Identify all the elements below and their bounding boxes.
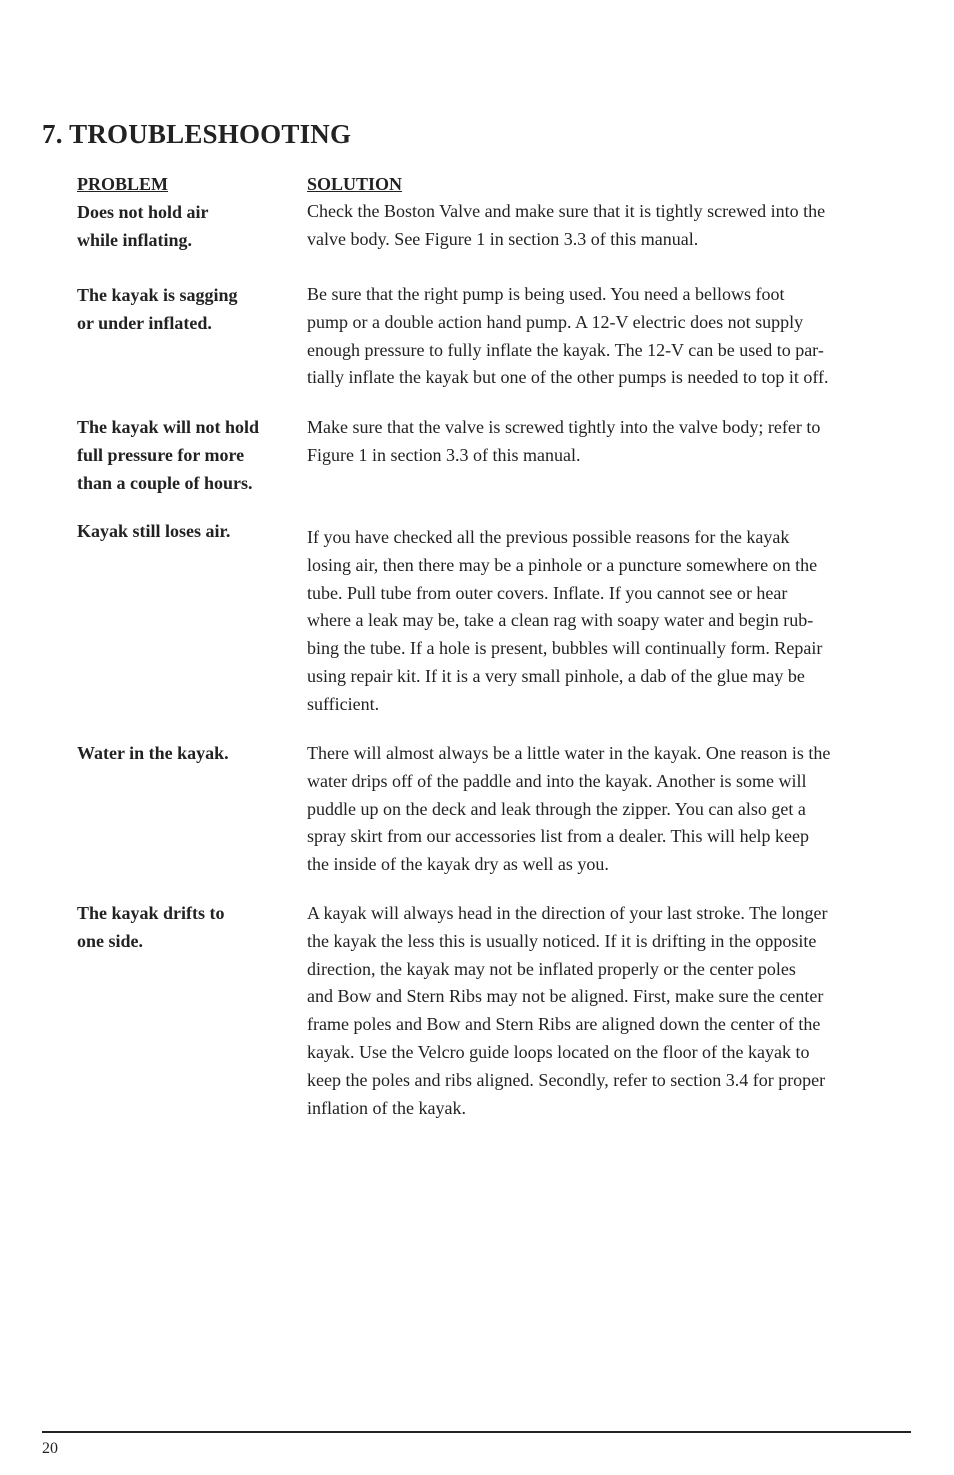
solution-line: puddle up on the deck and leak through the zipper. You can also get a <box>307 798 806 819</box>
problem-line: Water in the kayak. <box>77 743 229 763</box>
footer-divider <box>42 1431 911 1433</box>
solution-line: water drips off of the paddle and into the kayak. Another is some will <box>307 770 807 791</box>
solution-line: keep the poles and ribs aligned. Secondly, refer to section 3.4 for proper <box>307 1069 826 1090</box>
solution-line: tube. Pull tube from outer covers. Inflate. If you cannot see or hear <box>307 582 788 603</box>
solution-line: using repair kit. If it is a very small pinhole, a dab of the glue may be <box>307 665 805 686</box>
solution-line: enough pressure to fully inflate the kayak. The 12-V can be used to par- <box>307 339 824 360</box>
solution-line: There will almost always be a little water in the kayak. One reason is the <box>307 743 831 763</box>
solution-text <box>307 524 912 719</box>
solution-line: pump or a double action hand pump. A 12-V electric does not supply <box>307 311 804 332</box>
solution-text <box>307 281 912 392</box>
solution-line: Figure 1 in section 3.3 of this manual. <box>307 444 581 465</box>
solution-line: the kayak the less this is usually noticed. If it is drifting in the opposite <box>307 930 817 951</box>
problem-line: or under inflated. <box>77 312 212 333</box>
problem-line: while inflating. <box>77 229 193 250</box>
solution-line: If you have checked all the previous possible reasons for the kayak <box>307 527 790 547</box>
solution-line: kayak. Use the Velcro guide loops located on the floor of the kayak to <box>307 1041 810 1062</box>
solution-text <box>307 414 912 470</box>
section-heading: 7. TROUBLESHOOTING <box>42 119 352 149</box>
problem-line: Does not hold air <box>77 202 209 222</box>
solution-line: losing air, then there may be a pinhole or a puncture somewhere on the <box>307 554 818 575</box>
solution-text <box>307 740 912 879</box>
solution-line: direction, the kayak may not be inflated properly or the center poles <box>307 958 796 979</box>
solution-line: inflation of the kayak. <box>307 1097 466 1118</box>
problem-line: one side. <box>77 930 144 951</box>
solution-line: Check the Boston Valve and make sure that it is tightly screwed into the <box>307 201 826 221</box>
problem-line: than a couple of hours. <box>77 472 253 493</box>
problem-text <box>77 740 292 768</box>
solution-line: sufficient. <box>307 693 380 714</box>
solution-line: spray skirt from our accessories list from a dealer. This will help keep <box>307 826 810 847</box>
page-number: 20 <box>42 1440 58 1457</box>
solution-line: tially inflate the kayak but one of the other pumps is needed to top it off. <box>307 367 829 388</box>
solution-line: A kayak will always head in the direction of your last stroke. The longer <box>307 903 828 923</box>
problem-text <box>77 900 292 956</box>
solution-line: and Bow and Stern Ribs may not be aligned. First, make sure the center <box>307 986 824 1007</box>
problem-line: The kayak is sagging <box>77 285 238 305</box>
problem-line: The kayak drifts to <box>77 903 225 923</box>
problem-text <box>77 414 292 497</box>
problem-line: The kayak will not hold <box>77 417 260 437</box>
solution-text <box>307 198 912 254</box>
solution-line: the inside of the kayak dry as well as you. <box>307 854 609 875</box>
solution-line: frame poles and Bow and Stern Ribs are aligned down the center of the <box>307 1014 821 1035</box>
problem-text <box>77 199 292 255</box>
problem-line: Kayak still loses air. <box>77 521 231 541</box>
solution-line: Be sure that the right pump is being used. You need a bellows foot <box>307 284 785 304</box>
problem-text <box>77 518 292 546</box>
solution-line: where a leak may be, take a clean rag with soapy water and begin rub- <box>307 610 814 631</box>
problem-text <box>77 282 292 338</box>
problem-column-header: PROBLEM <box>77 174 169 194</box>
problem-line: full pressure for more <box>77 444 245 465</box>
solution-column-header: SOLUTION <box>307 174 403 194</box>
solution-line: valve body. See Figure 1 in section 3.3 of this manual. <box>307 228 699 249</box>
solution-line: Make sure that the valve is screwed tightly into the valve body; refer to <box>307 417 821 437</box>
solution-text <box>307 900 912 1122</box>
solution-line: bing the tube. If a hole is present, bubbles will continually form. Repair <box>307 638 823 659</box>
